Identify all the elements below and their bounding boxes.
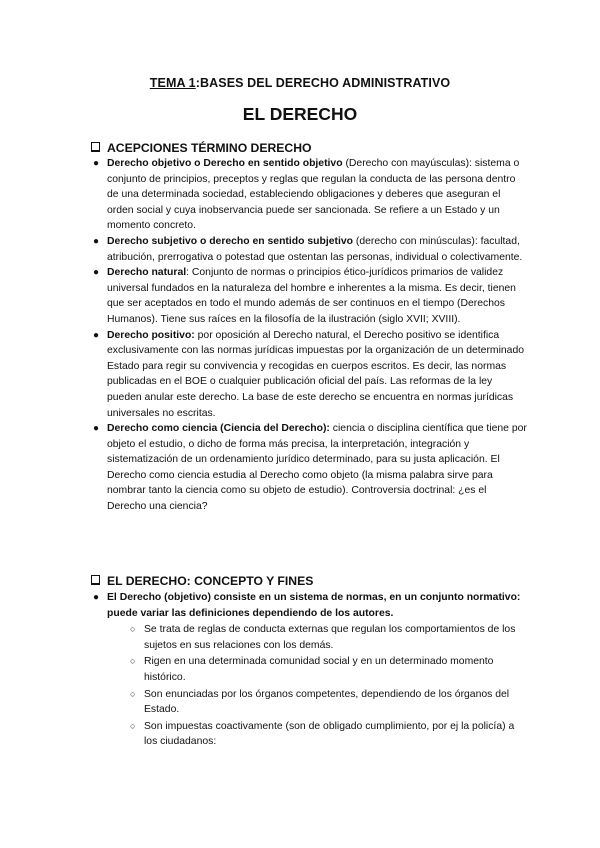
section-heading-text: ACEPCIONES TÉRMINO DERECHO	[107, 141, 312, 155]
item-text: : Conjunto de normas o principios ético-jurídicos primarios de validez universal fundados en la naturaleza del hombre e inherentes a la misma. Es decir, tienen que ser aceptados en todo el mundo además de ser continuos en el tiempo (Derechos Humanos). Tiene sus raíces en la filosofía de la ilustración (siglo XVII; XVIII).	[107, 267, 516, 325]
circle-bullet-icon: ○	[130, 624, 136, 635]
sub-list-item	[0, 719, 530, 750]
item-text: (Derecho con mayúsculas): sistema o conjunto de principios, preceptos y reglas que regulan la conducta de las persona dentro de una determinada sociedad, estableciendo obligaciones y deberes que aseguran el orden social y cuya inobservancia puede ser sancionada. Se refiere a un Estado y un momento concreto.	[107, 158, 520, 232]
sub-item-text: Son impuestas coactivamente (son de obligado cumplimiento, por ej la policía) a los ciudadanos:	[144, 720, 515, 748]
bullet-icon: ●	[93, 423, 100, 435]
bullet-icon: ●	[93, 592, 100, 603]
sub-list-item	[0, 687, 530, 718]
page-title: EL DERECHO	[242, 104, 358, 124]
bullet-icon: ●	[93, 158, 100, 169]
item-term: Derecho objetivo o Derecho en sentido objetivo	[107, 158, 343, 169]
list-item	[0, 234, 527, 265]
bullet-icon: ●	[93, 267, 100, 279]
item-term: Derecho natural	[107, 267, 187, 279]
circle-bullet-icon: ○	[130, 688, 136, 699]
list-item	[0, 156, 527, 234]
list-item	[0, 421, 527, 515]
section-heading-acepciones	[91, 141, 312, 155]
topic-number: TEMA 1	[149, 76, 196, 90]
section-heading-text: EL DERECHO: CONCEPTO Y FINES	[107, 574, 314, 588]
sub-item-text: Son enunciadas por los órganos competentes, dependiendo de los órganos del Estado.	[144, 688, 510, 716]
checkbox-bullet-icon	[91, 142, 100, 152]
topic-heading	[0, 76, 600, 90]
checkbox-bullet-icon	[91, 575, 100, 585]
item-term: Derecho positivo:	[107, 329, 195, 341]
sub-item-text: Se trata de reglas de conducta externas que regulan los comportamientos de los sujetos en sus relaciones con los demás.	[144, 624, 516, 651]
item-text: ciencia o disciplina científica que tiene por objeto el estudio, o dicho de forma más precisa, la interpretación, integración y sistematización de un ordenamiento jurídico determinado, para su justa aplicación. El Derecho como ciencia estudia al Derecho como objeto (la misma palabra sirve para nombrar tanto la ciencia como su objeto de estudio). Controversia doctrinal: ¿es el Derecho una ciencia?	[107, 423, 527, 513]
section-heading-concepto	[91, 574, 313, 588]
list-item	[0, 265, 527, 327]
sub-item-text: Rigen en una determinada comunidad social y en un determinado momento histórico.	[144, 656, 494, 683]
item-text: (derecho con minúsculas): facultad, atribución, prerrogativa o potestad que ostentan las personas, individual o colectivamente.	[107, 235, 523, 263]
circle-bullet-icon: ○	[130, 656, 136, 667]
circle-bullet-icon: ○	[130, 720, 136, 731]
list-item	[0, 590, 527, 621]
acepciones-list	[0, 156, 527, 515]
list-item	[0, 328, 527, 422]
concepto-list	[0, 590, 530, 750]
item-term: Derecho como ciencia (Ciencia del Derecho):	[107, 423, 330, 435]
sub-list-item	[0, 622, 530, 653]
item-lead: El Derecho (objetivo) consiste en un sistema de normas, en un conjunto normativo: puede variar las definiciones dependiendo de los autores.	[107, 592, 521, 619]
bullet-icon: ●	[93, 235, 100, 247]
topic-title: :BASES DEL DERECHO ADMINISTRATIVO	[195, 76, 451, 90]
sub-list-item	[0, 654, 530, 685]
item-term: Derecho subjetivo o derecho en sentido subjetivo	[107, 235, 353, 247]
item-text: por oposición al Derecho natural, el Derecho positivo se identifica exclusivamente con las normas jurídicas impuestas por la organización de un determinado Estado para regir su convivencia y recogidas en cuerpos escritos. Es decir, las normas publicadas en el BOE o cualquier publicación oficial del país. Las reformas de la ley pueden anular este derecho. La base de este derecho se encuentra en normas jurídicas universales no escritas.	[107, 329, 525, 419]
bullet-icon: ●	[93, 329, 100, 341]
